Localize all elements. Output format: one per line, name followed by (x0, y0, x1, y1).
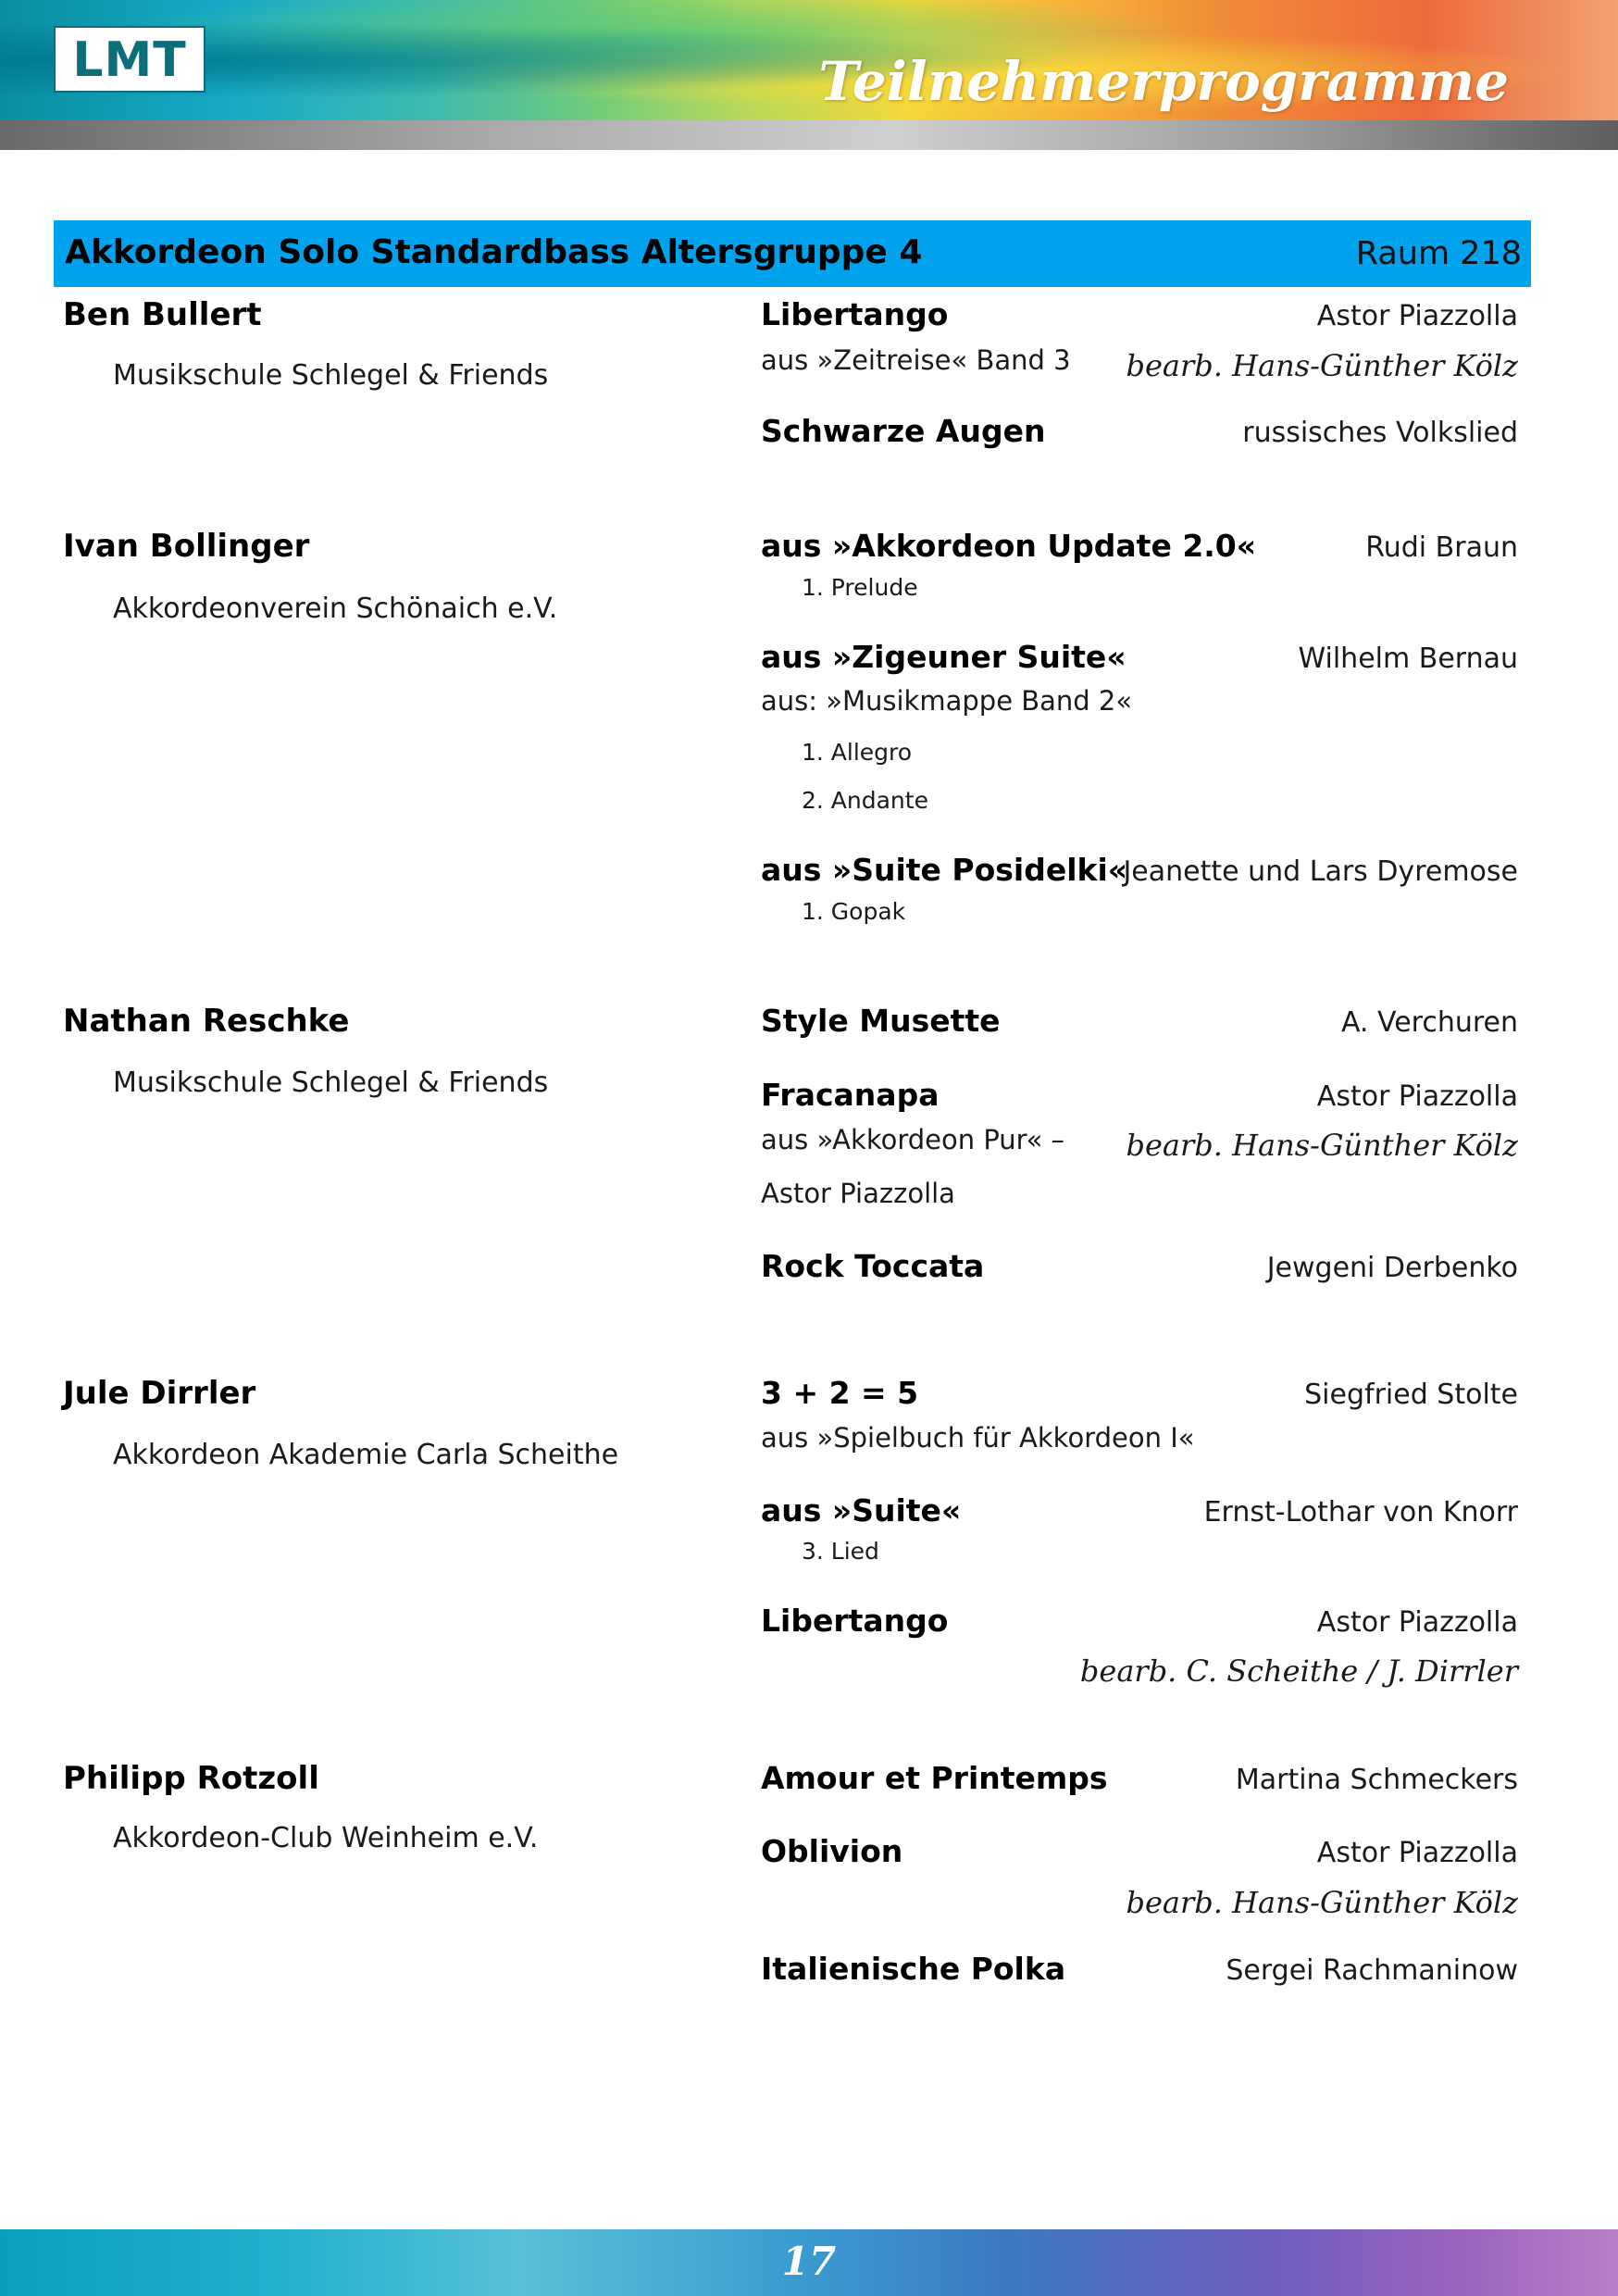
logo-text: LMT (72, 32, 187, 88)
piece-composer: Astor Piazzolla (1316, 1837, 1518, 1869)
piece-title: aus »Akkordeon Update 2.0« (761, 528, 1257, 564)
piece-title: aus »Suite Posidelki« (761, 852, 1128, 888)
piece-movement: 3. Lied (802, 1538, 879, 1565)
piece-composer: Martina Schmeckers (1235, 1764, 1518, 1796)
piece-movement: 1. Prelude (802, 574, 918, 601)
piece-source: aus »Zeitreise« Band 3 (761, 344, 1071, 376)
piece-source: aus: »Musikmappe Band 2« (761, 685, 1133, 717)
piece-arranger: bearb. Hans-Günther Kölz (1126, 1885, 1518, 1920)
piece-movement: 1. Gopak (802, 898, 906, 925)
category-title: Akkordeon Solo Standardbass Altersgruppe 4 (65, 233, 923, 271)
performer-name: Ben Bullert (63, 296, 262, 333)
piece-title: Oblivion (761, 1833, 903, 1869)
piece-title: Rock Toccata (761, 1248, 985, 1284)
piece-composer: russisches Volkslied (1242, 417, 1518, 449)
piece-title: Italienische Polka (761, 1951, 1066, 1987)
piece-title: aus »Zigeuner Suite« (761, 639, 1126, 675)
piece-composer: Jewgeni Derbenko (1266, 1252, 1518, 1284)
performer-club: Akkordeonverein Schönaich e.V. (113, 593, 558, 625)
piece-source: aus »Spielbuch für Akkordeon I« (761, 1422, 1195, 1454)
performer-club: Akkordeon Akademie Carla Scheithe (113, 1439, 619, 1471)
piece-title: aus »Suite« (761, 1492, 962, 1529)
performer-name: Jule Dirrler (63, 1375, 256, 1412)
piece-arranger: bearb. Hans-Günther Kölz (1126, 1128, 1518, 1163)
piece-title: Style Musette (761, 1003, 1001, 1039)
piece-movement: 2. Andante (802, 787, 928, 814)
piece-title: 3 + 2 = 5 (761, 1375, 919, 1411)
room-label: Raum 218 (1355, 235, 1522, 272)
page-header (0, 0, 1618, 120)
page-footer (0, 2229, 1618, 2296)
piece-arranger: bearb. C. Scheithe / J. Dirrler (1079, 1653, 1518, 1689)
piece-composer: Ernst-Lothar von Knorr (1203, 1496, 1518, 1529)
piece-composer: Wilhelm Bernau (1298, 643, 1518, 675)
performer-club: Akkordeon-Club Weinheim e.V. (113, 1822, 539, 1854)
performer-name: Nathan Reschke (63, 1003, 350, 1040)
category-bar (54, 220, 1531, 287)
performer-name: Ivan Bollinger (63, 528, 310, 565)
piece-source: aus »Akkordeon Pur« – (761, 1124, 1065, 1155)
piece-composer: Astor Piazzolla (1316, 1606, 1518, 1639)
piece-title: Schwarze Augen (761, 413, 1046, 449)
piece-arranger: bearb. Hans-Günther Kölz (1126, 348, 1518, 383)
piece-composer: Sergei Rachmaninow (1226, 1954, 1518, 1987)
piece-composer: Astor Piazzolla (1316, 1080, 1518, 1113)
page-number: 17 (781, 2239, 837, 2284)
piece-composer: Jeanette und Lars Dyremose (1123, 855, 1518, 888)
piece-composer: A. Verchuren (1340, 1006, 1518, 1039)
piece-title: Libertango (761, 1603, 949, 1639)
logo (54, 26, 205, 93)
piece-title: Fracanapa (761, 1077, 940, 1113)
performer-name: Philipp Rotzoll (63, 1760, 319, 1797)
performer-club: Musikschule Schlegel & Friends (113, 359, 549, 392)
piece-composer: Siegfried Stolte (1304, 1379, 1518, 1411)
piece-title: Libertango (761, 296, 949, 332)
piece-title: Amour et Printemps (761, 1760, 1108, 1796)
piece-composer: Rudi Braun (1365, 531, 1518, 564)
performer-club: Musikschule Schlegel & Friends (113, 1067, 549, 1099)
piece-source-cont: Astor Piazzolla (761, 1178, 955, 1209)
header-divider (0, 120, 1618, 150)
piece-movement: 1. Allegro (802, 739, 913, 766)
section-title: Teilnehmerprogramme (818, 50, 1509, 113)
piece-composer: Astor Piazzolla (1316, 300, 1518, 332)
